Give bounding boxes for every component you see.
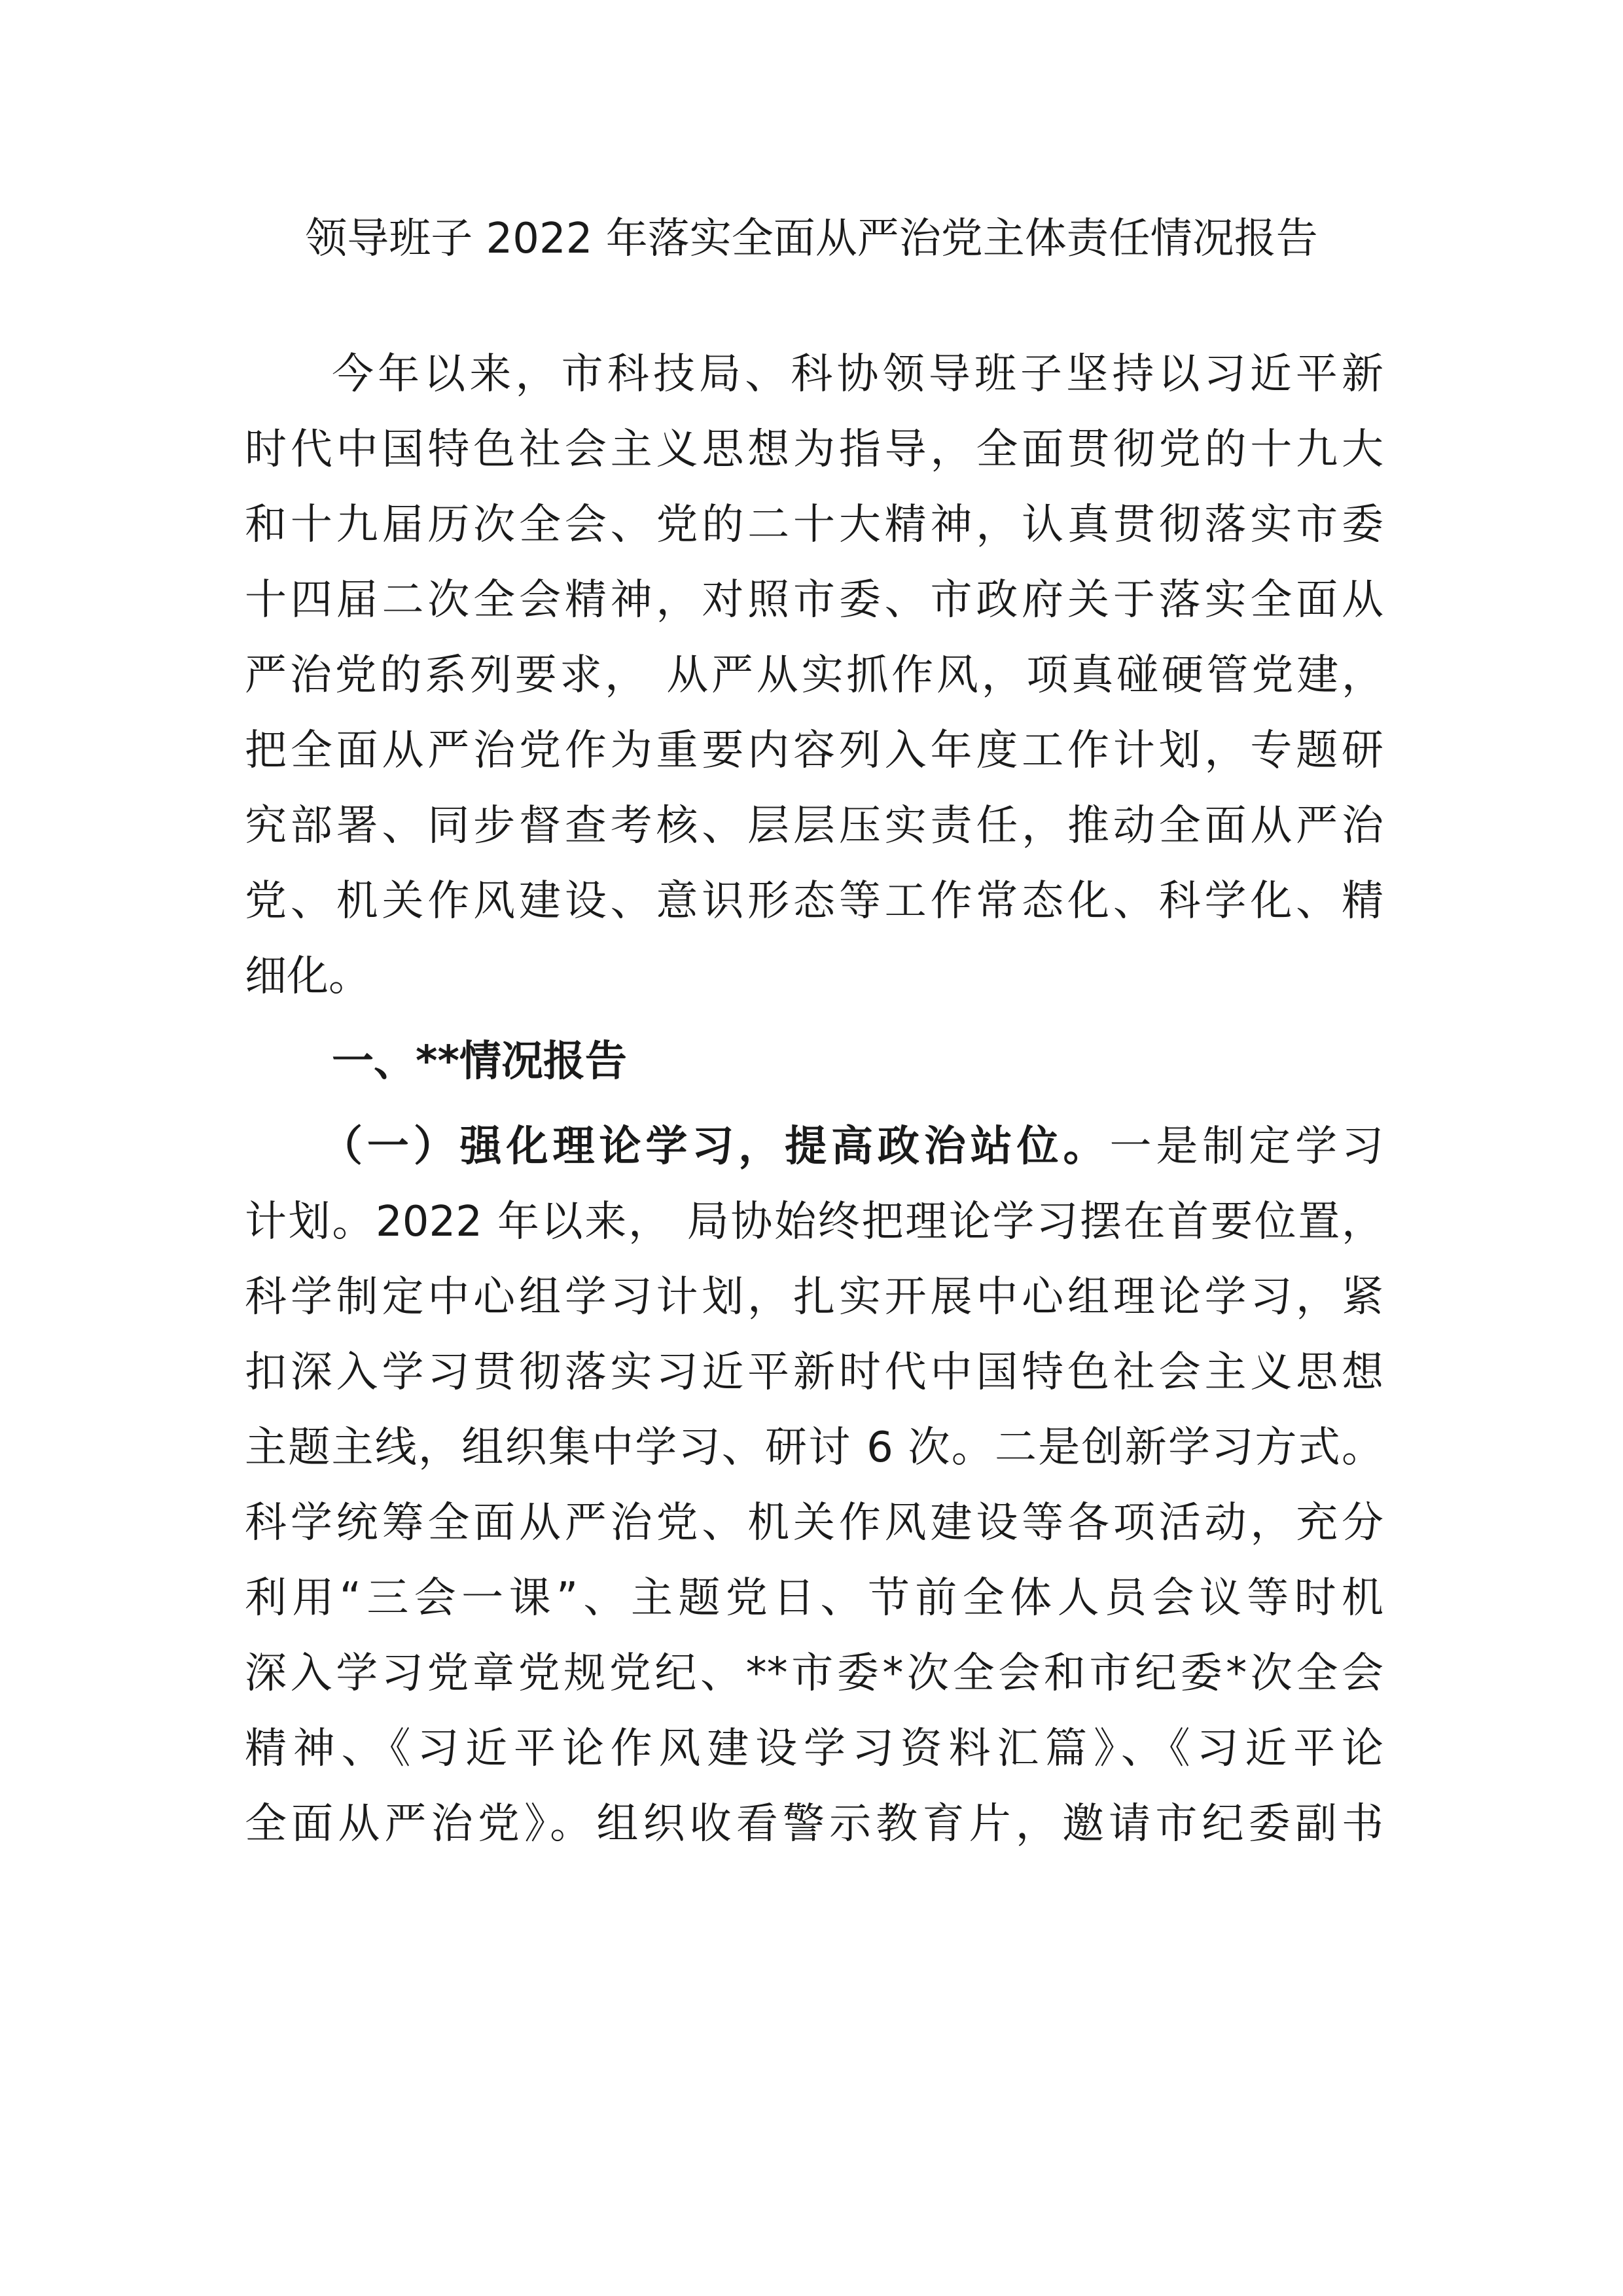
- body-line: 主题主线，组织集中学习、研讨 6 次。二是创新学习方式。: [245, 1424, 1383, 1472]
- section-heading: 一、**情况报告: [332, 1037, 627, 1086]
- body-line: 科学统筹全面从严治党、机关作风建设等各项活动，充分: [245, 1499, 1383, 1547]
- subsection-first-line: [321, 1114, 1383, 1179]
- intro-line: 把全面从严治党作为重要内容列入年度工作计划，专题研: [245, 726, 1383, 775]
- body-line: 计划。2022 年以来， 局协始终把理论学习摆在首要位置，: [245, 1198, 1383, 1246]
- intro-line: 今年以来，市科技局、科协领导班子坚持以习近平新: [332, 350, 1383, 399]
- subsection-heading: （一）强化理论学习，提高政治站位。: [321, 1122, 1110, 1171]
- body-line: 利用“三会一课”、主题党日、节前全体人员会议等时机: [245, 1574, 1383, 1623]
- body-line: 精神、《习近平论作风建设学习资料汇篇》、《习近平论: [245, 1725, 1383, 1773]
- intro-line: 严治党的系列要求， 从严从实抓作风，项真碰硬管党建，: [245, 651, 1383, 700]
- document-title: 领导班子 2022 年落实全面从严治党主体责任情况报告: [305, 215, 1318, 263]
- intro-line: 细化。: [245, 952, 370, 1001]
- body-line: 扣深入学习贯彻落实习近平新时代中国特色社会主义思想: [245, 1348, 1383, 1397]
- intro-line: 党、机关作风建设、意识形态等工作常态化、科学化、精: [245, 877, 1383, 925]
- body-line: 全面从严治党》。组织收看警示教育片，邀请市纪委副书: [245, 1800, 1383, 1848]
- intro-line: 究部署、同步督查考核、层层压实责任，推动全面从严治: [245, 802, 1383, 850]
- body-line: 科学制定中心组学习计划，扎实开展中心组理论学习，紧: [245, 1273, 1383, 1321]
- subsection-first-line-text: 一是制定学习: [1109, 1122, 1383, 1171]
- body-line: 深入学习党章党规党纪、**市委*次全会和市纪委*次全会: [245, 1649, 1383, 1698]
- intro-line: 和十九届历次全会、党的二十大精神，认真贯彻落实市委: [245, 501, 1383, 549]
- intro-line: 时代中国特色社会主义思想为指导，全面贯彻党的十九大: [245, 425, 1383, 474]
- intro-line: 十四届二次全会精神，对照市委、市政府关于落实全面从: [245, 576, 1383, 624]
